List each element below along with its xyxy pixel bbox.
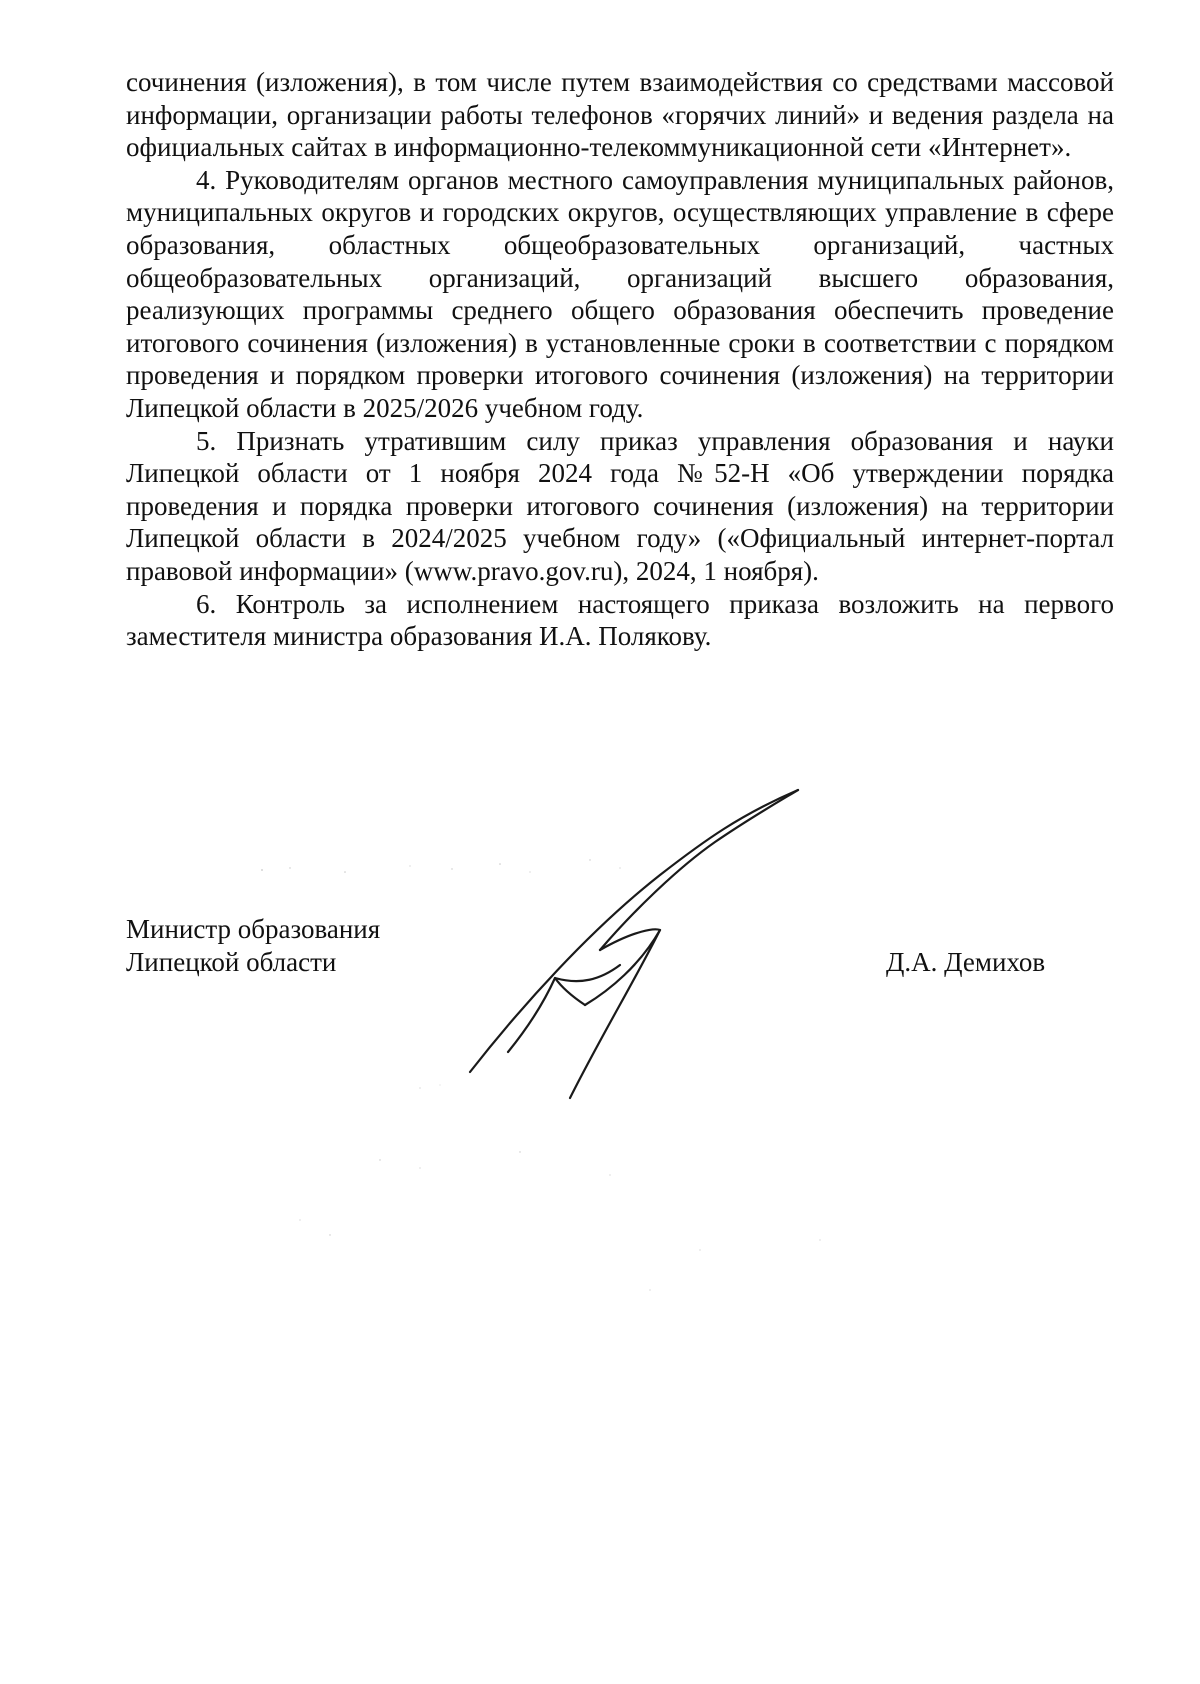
paragraph-item-4: 4. Руководителям органов местного самоуправления муниципальных районов, муниципальных округов и городских округов, осуществляющих управление в сфере образования, областных общеобразовательных организаций, частных общеобразовательных организаций, организаций высшего образования, реализующих программы среднего общего образования обеспечить проведение итогового сочинения (изложения) в установленные сроки в соответствии с порядком проведения и порядком проверки итогового сочинения (изложения) на территории Липецкой области в 2025/2026 учебном году. bbox=[126, 164, 1114, 423]
signatory-name: Д.А. Демихов bbox=[886, 947, 1046, 977]
paragraph-item-5: 5. Признать утратившим силу приказ управления образования и науки Липецкой области от 1 ноября 2024 года №52-Н «Об утверждении порядка проведения и порядка проверки итогового сочинения (изложения) на территории Липецкой области в 2024/2025 учебном году» («Официальный интернет-портал правовой информации» (www.pravo.gov.ru), 2024, 1 ноября). bbox=[126, 425, 1114, 586]
signatory-position bbox=[126, 913, 380, 978]
paragraph-item-6: 6. Контроль за исполнением настоящего приказа возложить на первого заместителя министра образования И.А. Полякову. bbox=[126, 588, 1114, 652]
document-body bbox=[126, 66, 1114, 653]
signatory-position-line2: Липецкой области bbox=[126, 946, 337, 977]
handwritten-signature bbox=[460, 780, 820, 1110]
paragraph-continuation: сочинения (изложения), в том числе путем взаимодействия со средствами массовой информации, организации работы телефонов «горячих линий» и ведения раздела на официальных сайтах в информационно-телекоммуникационной сети «Интернет». bbox=[126, 67, 1114, 163]
signatory-position-line1: Министр образования bbox=[126, 914, 381, 944]
